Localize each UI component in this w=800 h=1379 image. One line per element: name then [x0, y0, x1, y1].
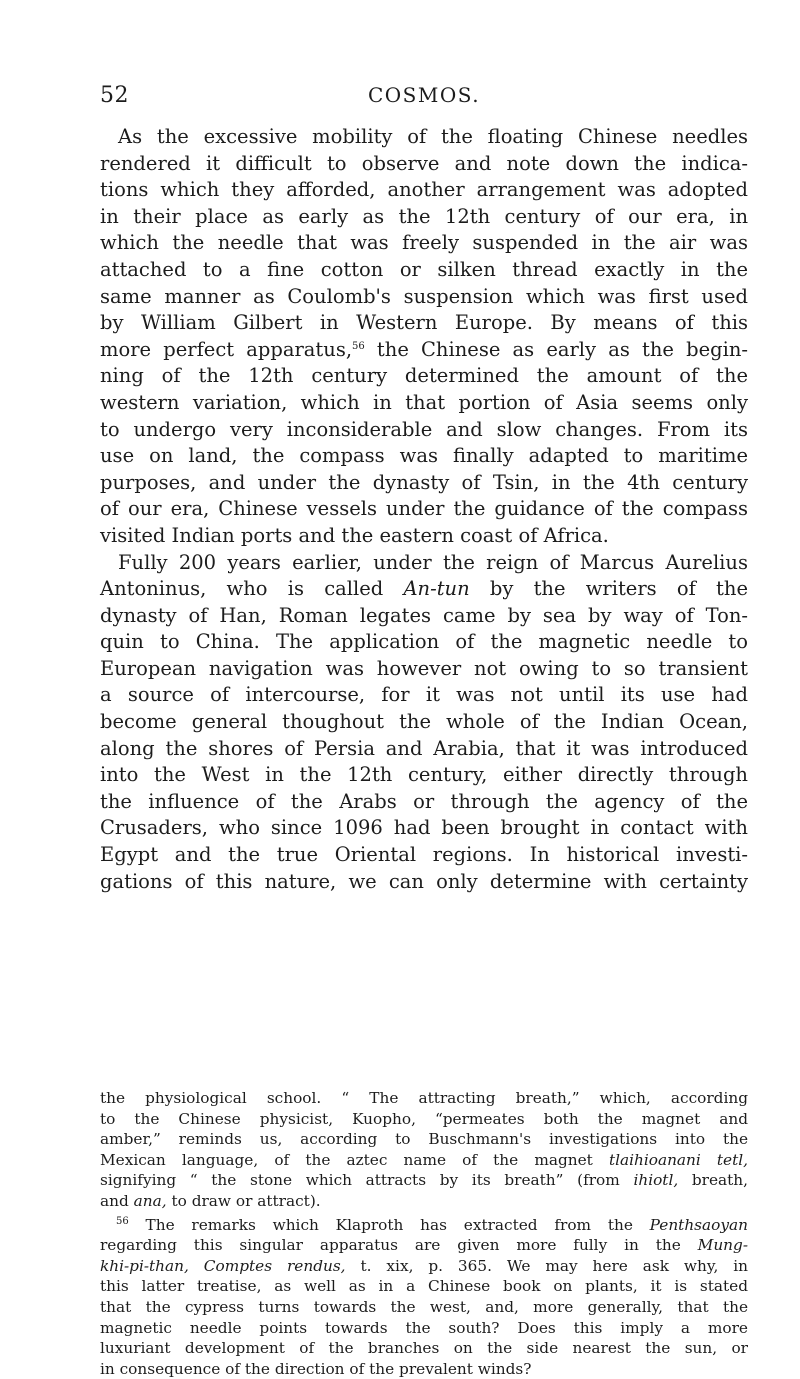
footnotes — [100, 1088, 748, 1379]
body-line: into the West in the 12th century, either directly through — [100, 763, 748, 787]
body-line: European navigation was however not owing to so transient — [100, 656, 748, 680]
italic-term: tlaihioanani tetl, — [608, 1150, 748, 1169]
body-line: of our era, Chinese vessels under the guidance of the compass — [100, 497, 748, 521]
body-line: dynasty of Han, Roman legates came by sea by way of Ton- — [100, 603, 748, 627]
italic-term: ana, — [133, 1191, 167, 1210]
footnote-line — [100, 1235, 748, 1256]
body-line: gations of this nature, we can only determine with certainty — [100, 869, 748, 893]
body-text-segment: the Chinese as early as the begin- — [364, 337, 748, 361]
footnote-line — [100, 1150, 748, 1171]
italic-name: An-tun — [403, 577, 470, 601]
body-line — [100, 337, 748, 364]
footnote-reference: 56 — [352, 340, 365, 352]
footnote-line — [100, 1256, 748, 1277]
footnote-text-segment: The remarks which Klaproth has extracted from the — [128, 1215, 633, 1234]
body-line: purposes, and under the dynasty of Tsin, in the 4th century — [100, 470, 748, 494]
footnote-line: luxuriant development of the branches on the side nearest the sun, or — [100, 1339, 748, 1358]
body-text-segment: Antoninus, who is called — [100, 577, 384, 601]
footnote-text-segment: signifying “ the stone which attracts by its breath” (from — [100, 1171, 620, 1190]
footnote-line — [100, 1212, 748, 1236]
body-line: same manner as Coulomb's suspension which was first used — [100, 284, 748, 308]
body-line: which the needle that was freely suspended in the air was — [100, 231, 748, 255]
footnote-text-segment: Mexican language, of the aztec name of the magnet — [100, 1150, 593, 1169]
body-line: western variation, which in that portion of Asia seems only — [100, 390, 748, 414]
footnote-text-segment: to draw or attract). — [166, 1191, 321, 1210]
body-line: quin to China. The application of the magnetic needle to — [100, 630, 748, 654]
body-line: attached to a fine cotton or silken thread exactly in the — [100, 257, 748, 281]
body-text-segment: by the writers of the — [469, 577, 748, 601]
footnote-text-segment: and — [100, 1191, 129, 1210]
body-line: to undergo very inconsiderable and slow changes. From its — [100, 417, 748, 441]
footnote-line — [100, 1170, 748, 1191]
footnote-line: the physiological school. “ The attracting breath,” which, according — [100, 1089, 748, 1107]
body-line: As the excessive mobility of the floating Chinese needles — [118, 125, 748, 148]
italic-term: ihiotl, — [633, 1171, 679, 1190]
footnote-line: magnetic needle points towards the south? Does this imply a more — [100, 1318, 748, 1337]
body-line: ning of the 12th century determined the amount of the — [100, 364, 748, 388]
body-line — [100, 576, 748, 603]
footnote-text-segment: regarding this singular apparatus are given more fully in the — [100, 1236, 681, 1255]
italic-title: Penthsaoyan — [649, 1215, 748, 1234]
footnote-line: in consequence of the direction of the prevalent winds? — [100, 1359, 532, 1378]
body-line: rendered it difficult to observe and note down the indica- — [100, 151, 748, 175]
footnote-line: amber,” reminds us, according to Buschmann's investigations into the — [100, 1130, 748, 1149]
body-line: by William Gilbert in Western Europe. By means of this — [100, 311, 748, 335]
footnote-text-segment: t. xix, p. 365. We may here ask why, in — [345, 1256, 748, 1275]
italic-title: Mung- — [697, 1236, 748, 1255]
body-line: Crusaders, who since 1096 had been brought in contact with — [100, 816, 748, 840]
body-line: Fully 200 years earlier, under the reign of Marcus Aurelius — [118, 550, 748, 574]
page-number: 52 — [100, 83, 129, 108]
footnote-number: 56 — [116, 1215, 129, 1227]
body-line: tions which they afforded, another arrangement was adopted — [100, 178, 748, 202]
body-line: in their place as early as the 12th century of our era, in — [100, 204, 748, 228]
footnote-line: this latter treatise, as well as in a Chinese book on plants, it is stated — [100, 1277, 748, 1296]
page-header — [100, 83, 748, 117]
footnote-line: to the Chinese physicist, Kuopho, “permeates both the magnet and — [100, 1109, 748, 1128]
body-line: use on land, the compass was finally adapted to maritime — [100, 444, 748, 468]
footnote-text-segment: breath, — [678, 1171, 748, 1190]
italic-title: khi-pi-than, Comptes rendus, — [100, 1256, 346, 1275]
footnote-line: that the cypress turns towards the west, and, more generally, that the — [100, 1297, 748, 1316]
body-line: Egypt and the true Oriental regions. In historical investi- — [100, 843, 748, 867]
footnote-line — [100, 1191, 748, 1212]
body-line: a source of intercourse, for it was not until its use had — [100, 683, 748, 707]
running-head: COSMOS. — [367, 83, 481, 107]
body-line: visited Indian ports and the eastern coast of Africa. — [100, 523, 609, 547]
body-line: along the shores of Persia and Arabia, that it was introduced — [100, 736, 748, 760]
body-line: become general thoughout the whole of the Indian Ocean, — [100, 710, 748, 734]
main-paragraphs — [100, 124, 748, 895]
body-line: the influence of the Arabs or through the agency of the — [100, 789, 748, 813]
body-text-segment: more perfect apparatus, — [100, 337, 353, 361]
